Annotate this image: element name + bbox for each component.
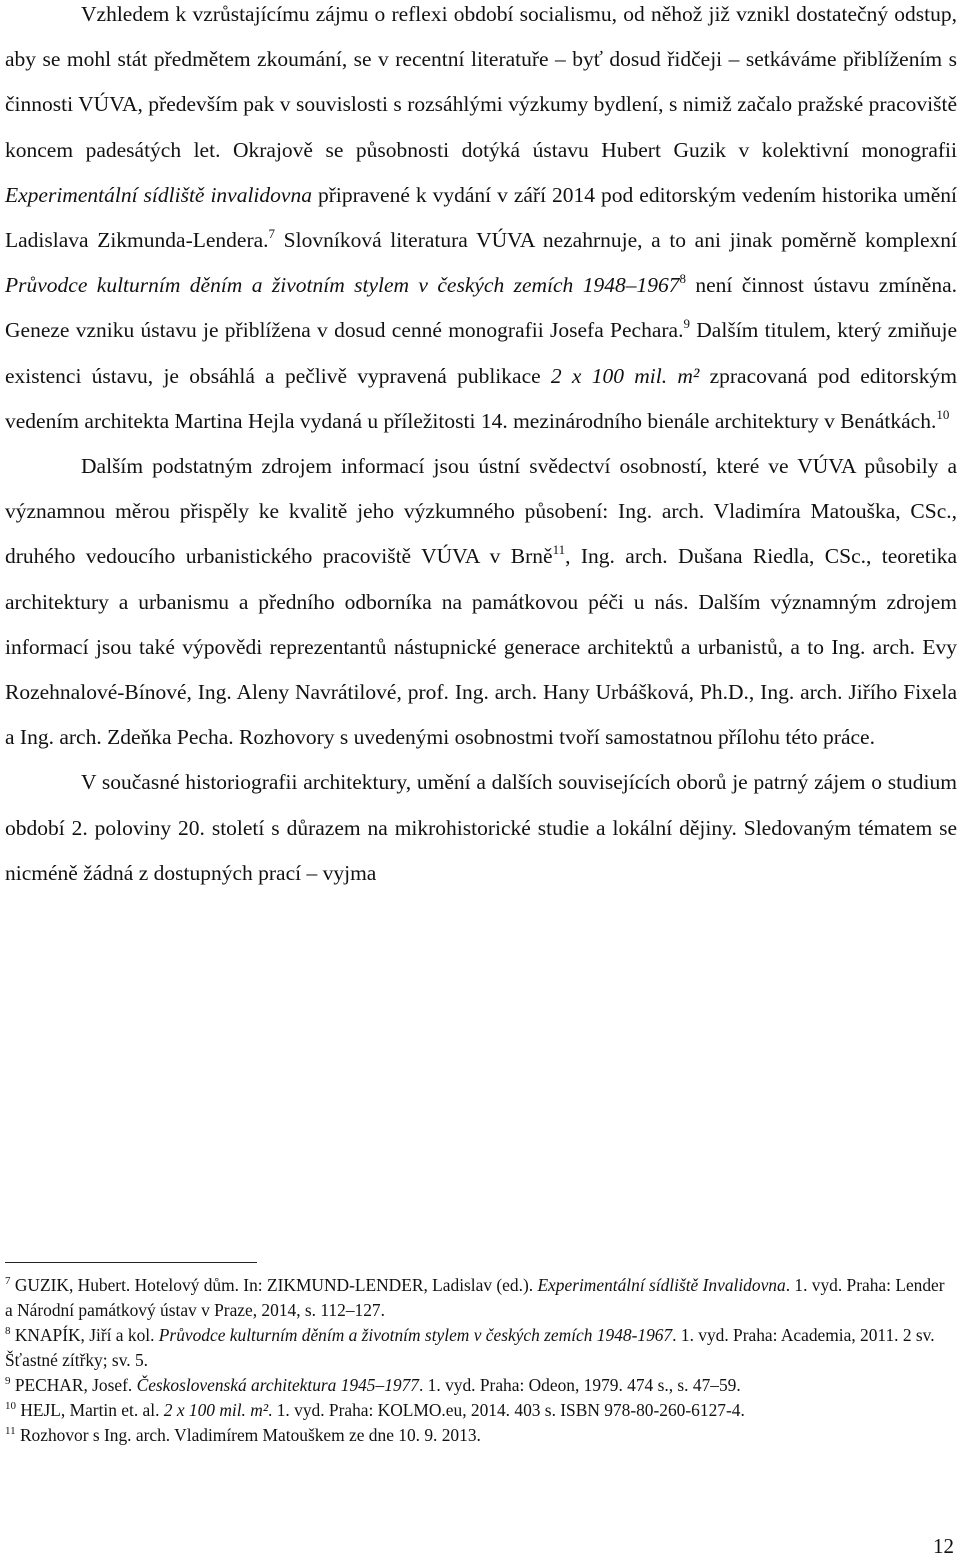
footnote-text: KNAPÍK, Jiří a kol. (10, 1325, 159, 1345)
footnote-ref-8[interactable]: 8 (679, 271, 686, 287)
footnote-number: 7 (5, 1275, 11, 1287)
page-number: 12 (933, 1534, 954, 1558)
footnote-ref-10[interactable]: 10 (936, 406, 950, 422)
paragraph-2 (5, 444, 957, 760)
text-run: Vzhledem k vzrůstajícímu zájmu o reflexi období socialismu, od něhož již vznikl dostatečný odstup, aby se mohl stát předmětem zkoumání, se v recentní literatuře – byť dosud řidčeji – setkáváme přiblížením s činnosti VÚVA, především pak v souvislosti s rozsáhlými výzkumy bydlení, s nimiž začalo pražské pracoviště koncem padesátých let. Okrajově se působnosti dotýká ústavu Hubert Guzik v kolektivní monografii (5, 2, 957, 162)
italic-title: Průvodce kulturním děním a životním stylem v českých zemích 1948–1967 (5, 273, 680, 298)
footnotes (5, 1273, 955, 1448)
text-run: není činnost ústavu zmíněna. Geneze vzniku ústavu je přiblížena v dosud cenné monografii Josefa Pechara. (5, 273, 957, 343)
footnote-10 (5, 1398, 955, 1423)
footnote-number: 10 (5, 1400, 16, 1412)
footnote-7 (5, 1273, 955, 1323)
footnote-separator (5, 1262, 257, 1263)
footnote-ref-7[interactable]: 7 (268, 226, 276, 242)
text-run: Dalším podstatným zdrojem informací jsou ústní svědectví osobností, které ve VÚVA působily a významnou měrou přispěly ke kvalitě jeho výzkumného působení: Ing. arch. Vladimíra Matouška, CSc., druhého vedoucího urbanistického pracoviště VÚVA v Brně (5, 454, 957, 569)
footnote-title: Experimentální sídliště Invalidovna (537, 1275, 786, 1295)
text-run: Slovníková literatura VÚVA nezahrnuje, a to ani jinak poměrně komplexní (275, 228, 957, 253)
footnote-number: 8 (5, 1325, 11, 1337)
footnote-title: Průvodce kulturním děním a životním stylem v českých zemích 1948-1967 (158, 1325, 673, 1345)
footnote-11 (5, 1423, 955, 1448)
text-run: V současné historiografii architektury, umění a dalších souvisejících oborů je patrný zájem o studium období 2. poloviny 20. století s důrazem na mikrohistorické studie a lokální dějiny. Sledovaným tématem se nicméně žádná z dostupných prací – vyjma (5, 770, 957, 885)
text-run: zpracovaná pod editorským vedením architekta Martina Hejla vydaná u příležitosti 14. mezinárodního bienále architektury v Benátkách. (5, 363, 957, 433)
footnote-title: Československá architektura 1945–1977 (136, 1375, 419, 1395)
footnote-title: 2 x 100 mil. m² (163, 1400, 269, 1420)
footnote-text: . 1. vyd. Praha: Odeon, 1979. 474 s., s. 47–59. (418, 1375, 741, 1395)
footnote-text: GUZIK, Hubert. Hotelový dům. In: ZIKMUND-LENDER, Ladislav (ed.). (10, 1275, 538, 1295)
footnote-text: . 1. vyd. Praha: Academia, 2011. 2 sv. Šťastné zítřky; sv. 5. (5, 1325, 935, 1370)
italic-title: 2 x 100 mil. m² (550, 363, 700, 388)
footnote-number: 9 (5, 1375, 11, 1387)
text-run: Dalším titulem, který zmiňuje existenci ústavu, je obsáhlá a pečlivě vypravená publikace (5, 318, 957, 388)
footnote-ref-9[interactable]: 9 (683, 316, 690, 332)
footnote-text: . 1. vyd. Praha: Lender a Národní památkový ústav v Praze, 2014, s. 112–127. (5, 1275, 945, 1320)
footnote-text: HEJL, Martin et. al. (16, 1400, 164, 1420)
paragraph-1 (5, 0, 957, 444)
footnote-8 (5, 1323, 955, 1373)
footnote-text: Rozhovor s Ing. arch. Vladimírem Matouškem ze dne 10. 9. 2013. (15, 1425, 481, 1445)
footnote-9 (5, 1373, 955, 1398)
body-text (5, 0, 957, 896)
footnote-number: 11 (5, 1425, 16, 1437)
italic-title: Experimentální sídliště invalidovna (5, 182, 312, 207)
footnote-ref-11[interactable]: 11 (552, 542, 566, 558)
text-run: připravené k vydání v září 2014 pod editorským vedením historika umění Ladislava Zikmunda-Lendera. (5, 182, 957, 253)
footnote-text: . 1. vyd. Praha: KOLMO.eu, 2014. 403 s. ISBN 978-80-260-6127-4. (268, 1400, 745, 1420)
footnote-text: PECHAR, Josef. (10, 1375, 137, 1395)
text-run: , Ing. arch. Dušana Riedla, CSc., teoretika architektury a urbanismu a předního odborníka na památkovou péči u nás. Dalším významným zdrojem informací jsou také výpovědi reprezentantů nástupnické generace architektů a urbanistů, a to Ing. arch. Evy Rozehnalové-Bínové, Ing. Aleny Navrátilové, prof. Ing. arch. Hany Urbášková, Ph.D., Ing. arch. Jiřího Fixela a Ing. arch. Zdeňka Pecha. Rozhovory s uvedenými osobnostmi tvoří samostatnou přílohu této práce. (5, 544, 957, 750)
paragraph-3 (5, 760, 957, 896)
